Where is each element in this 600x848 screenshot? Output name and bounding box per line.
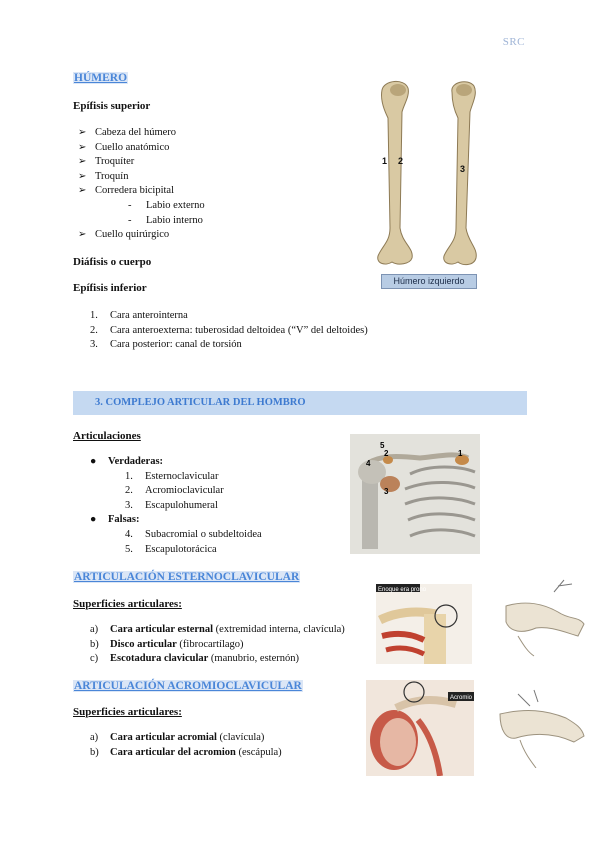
- humerus-illustration: [368, 78, 508, 292]
- shoulder-complex-figure: [350, 434, 480, 554]
- list-item: ➢ Cabeza del húmero: [73, 126, 333, 141]
- shoulder-label-3: 3: [384, 487, 389, 496]
- item-text: Escapulotorácica: [145, 543, 217, 555]
- epifisis-superior-heading: Epífisis superior: [73, 100, 151, 112]
- section-banner: [73, 391, 527, 415]
- esternoclavicular-list: [90, 623, 380, 667]
- list-marker: 2.: [90, 324, 98, 336]
- section-banner-title: 3. COMPLEJO ARTICULAR DEL HOMBRO: [95, 397, 306, 408]
- item-detail: (manubrio, esternón): [208, 653, 299, 665]
- item-detail: (fibrocartílago): [176, 638, 244, 650]
- list-item: - Labio interno: [128, 214, 333, 229]
- item-text: Escapulohumeral: [145, 499, 218, 511]
- humerus-caption: Húmero izquierdo: [381, 274, 477, 289]
- list-item: [90, 652, 380, 667]
- shoulder-label-5: 5: [380, 441, 385, 450]
- author-initials: SRC: [502, 36, 525, 48]
- item-term: Cara articular del acromion: [110, 746, 236, 758]
- list-item: ➢ Cuello anatómico: [73, 141, 333, 156]
- acromioclavicular-title[interactable]: ARTICULACIÓN ACROMIOCLAVICULAR: [74, 680, 302, 692]
- list-marker: 3.: [125, 499, 133, 511]
- list-marker: 2.: [125, 485, 133, 497]
- item-text: Subacromial o subdeltoidea: [145, 528, 262, 540]
- item-term: Escotadura clavicular: [110, 653, 209, 665]
- articulaciones-heading: Articulaciones: [73, 430, 141, 442]
- list-item: [90, 309, 430, 324]
- list-item: [125, 470, 340, 485]
- list-item: [125, 484, 340, 499]
- shoulder-label-2: 2: [384, 449, 389, 458]
- list-marker: 4.: [125, 528, 133, 540]
- sternoclavicular-figure: [376, 584, 472, 664]
- esternoclavicular-superficies: Superficies articulares:: [73, 598, 182, 610]
- list-marker: 5.: [125, 543, 133, 555]
- item-text: Cara anterointerna: [110, 310, 188, 321]
- acromioclavicular-superficies: Superficies articulares:: [73, 706, 182, 718]
- sternoclavicular-sketch: [498, 576, 586, 658]
- list-item: [90, 324, 430, 339]
- list-marker: a): [90, 624, 99, 635]
- list-marker: 1.: [125, 470, 133, 482]
- acromioclavicular-illustration: [366, 680, 474, 776]
- list-item: ➢ Corredera bicipital: [73, 184, 333, 199]
- esternoclavicular-title[interactable]: ARTICULACIÓN ESTERNOCLAVICULAR: [74, 571, 300, 583]
- list-item: [90, 338, 430, 353]
- item-text: Cara posterior: canal de torsión: [110, 339, 242, 351]
- list-item: [90, 623, 380, 638]
- list-item: [90, 746, 380, 761]
- item-detail: (escápula): [235, 746, 282, 758]
- list-item: [125, 499, 340, 514]
- item-detail: (clavícula): [216, 732, 265, 743]
- superior-list: [73, 126, 333, 243]
- item-term: Cara articular esternal: [110, 624, 214, 635]
- list-marker: b): [90, 638, 99, 650]
- list-item: ➢ Troquíter: [73, 155, 333, 170]
- acromioclavicular-figure: [366, 680, 474, 776]
- humerus-figure: [368, 78, 508, 292]
- list-marker: b): [90, 746, 99, 758]
- list-item: [90, 638, 380, 653]
- humero-title[interactable]: HÚMERO: [74, 72, 128, 84]
- item-term: Cara articular acromial: [110, 732, 217, 743]
- shoulder-label-4: 4: [366, 459, 371, 468]
- diafisis-heading: Diáfisis o cuerpo: [73, 256, 152, 268]
- acromioclavicular-tag: Acromio: [450, 695, 473, 701]
- humerus-label-1: 1: [382, 156, 388, 166]
- item-text: Acromioclavicular: [145, 485, 224, 497]
- sternoclavicular-tag: Enoque era prono: [378, 587, 427, 593]
- humerus-label-2: 2: [398, 156, 404, 166]
- shoulder-illustration: [350, 434, 480, 554]
- humerus-label-3: 3: [460, 164, 466, 174]
- acromioclavicular-sketch-drawing: [496, 684, 586, 768]
- list-item: [125, 528, 340, 543]
- acromioclavicular-sketch: [496, 684, 586, 768]
- list-marker: c): [90, 653, 99, 665]
- inferior-list: [90, 309, 430, 353]
- articulaciones-list: ● Verdaderas: 1. Esternoclavicular 2. Acromioclavicular 3. Escapulohumeral ● Falsas: 4. Subacromial o subdeltoidea 5. Escapulotorácica: [90, 455, 340, 557]
- list-marker: 1.: [90, 310, 98, 321]
- falsas-label: Falsas:: [108, 514, 140, 526]
- list-item: ➢ Cuello quirúrgico: [73, 228, 333, 243]
- list-item: - Labio externo: [128, 199, 333, 214]
- item-detail: (extremidad interna, clavícula): [213, 624, 345, 635]
- item-text: Cara anteroexterna: tuberosidad deltoidea (“V” del deltoides): [110, 324, 368, 336]
- item-term: Disco articular: [110, 638, 177, 650]
- list-item: ➢ Troquín: [73, 170, 333, 185]
- item-text: Esternoclavicular: [145, 470, 219, 482]
- verdaderas-label: Verdaderas:: [108, 456, 164, 467]
- list-item: [90, 731, 380, 746]
- list-marker: a): [90, 732, 99, 743]
- sternoclavicular-sketch-drawing: [498, 576, 586, 658]
- sternoclavicular-illustration: [376, 584, 472, 664]
- acromioclavicular-list: [90, 731, 380, 760]
- shoulder-label-1: 1: [458, 449, 463, 458]
- epifisis-inferior-heading: Epífisis inferior: [73, 282, 147, 294]
- list-item: [125, 543, 340, 558]
- list-marker: 3.: [90, 339, 98, 351]
